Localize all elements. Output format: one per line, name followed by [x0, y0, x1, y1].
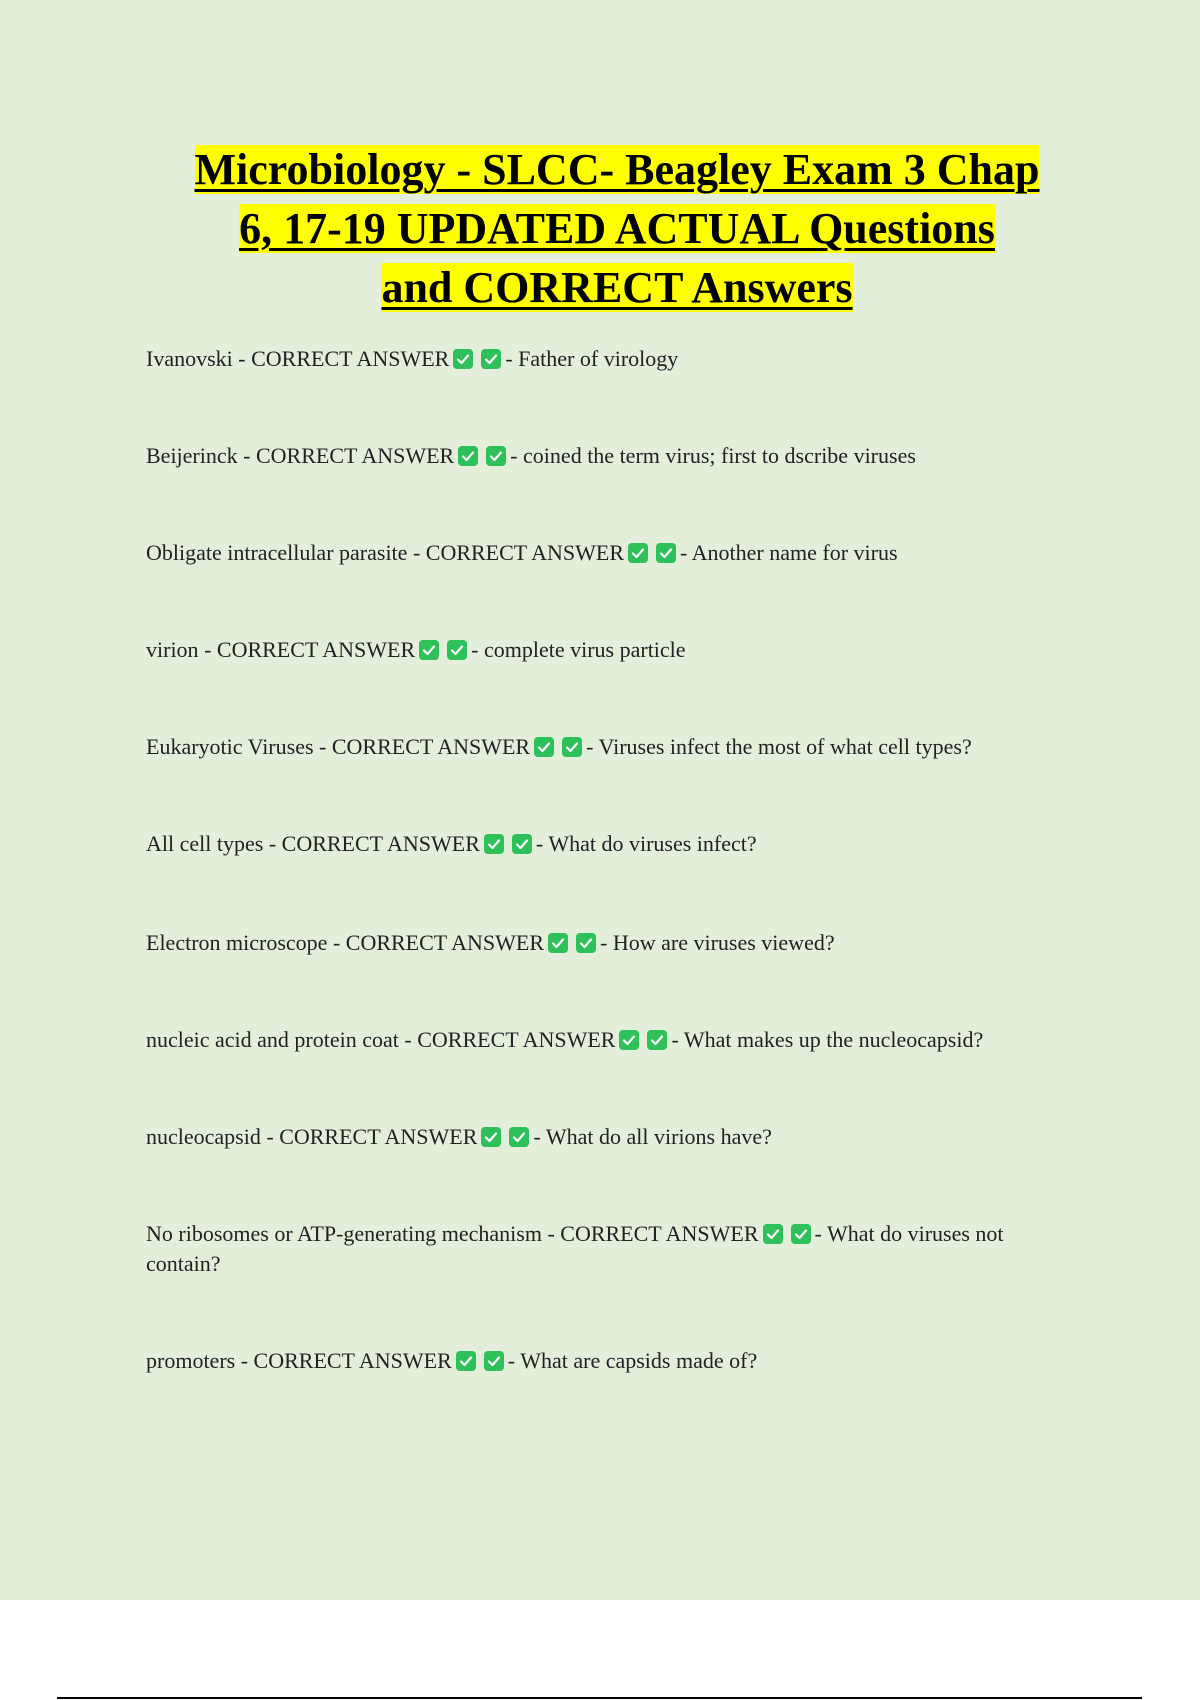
qa-definition: What do all virions have?	[545, 1124, 772, 1149]
title-line-3: and CORRECT Answers	[381, 263, 853, 312]
qa-marker-label: CORRECT ANSWER	[560, 1221, 759, 1246]
qa-term: nucleic acid and protein coat	[146, 1027, 399, 1052]
check-mark-icon	[456, 1351, 476, 1371]
qa-definition: Viruses infect the most of what cell types?	[598, 734, 972, 759]
qa-term: Ivanovski	[146, 346, 233, 371]
qa-marker-label: CORRECT ANSWER	[281, 831, 480, 856]
qa-marker-label: CORRECT ANSWER	[345, 930, 545, 955]
qa-term: No ribosomes or ATP-generating mechanism	[146, 1221, 542, 1246]
check-mark-icon	[628, 543, 648, 563]
check-mark-icon	[453, 349, 473, 369]
title-line-2: 6, 17-19 UPDATED ACTUAL Questions	[239, 204, 995, 253]
check-mark-icon	[419, 640, 439, 660]
qa-term: nucleocapsid	[146, 1124, 261, 1149]
qa-term: Eukaryotic Viruses	[146, 734, 314, 759]
check-mark-icon	[486, 446, 506, 466]
qa-definition: Father of virology	[518, 346, 679, 371]
qa-marker-label: CORRECT ANSWER	[331, 734, 531, 759]
title-line-1: Microbiology - SLCC- Beagley Exam 3 Chap	[194, 145, 1040, 194]
qa-marker-label: CORRECT ANSWER	[417, 1027, 616, 1052]
qa-item: Eukaryotic Viruses - CORRECT ANSWER - Viruses infect the most of what cell types?	[146, 734, 972, 759]
document-title	[145, 140, 1089, 317]
qa-marker-label: CORRECT ANSWER	[251, 346, 450, 371]
qa-term: Electron microscope	[146, 930, 328, 955]
qa-definition: How are viruses viewed?	[612, 930, 835, 955]
footer-divider	[57, 1697, 1142, 1699]
check-mark-icon	[447, 640, 467, 660]
qa-marker-label: CORRECT ANSWER	[255, 443, 455, 468]
check-mark-icon	[458, 446, 478, 466]
check-mark-icon	[562, 737, 582, 757]
check-mark-icon	[548, 933, 568, 953]
qa-definition: complete virus particle	[483, 637, 686, 662]
qa-item: nucleic acid and protein coat - CORRECT ANSWER - What makes up the nucleocapsid?	[146, 1027, 984, 1052]
check-mark-icon	[656, 543, 676, 563]
qa-item: Ivanovski - CORRECT ANSWER - Father of virology	[146, 346, 679, 371]
qa-definition: What are capsids made of?	[520, 1348, 758, 1373]
qa-item: nucleocapsid - CORRECT ANSWER - What do all virions have?	[146, 1124, 772, 1149]
qa-term: Obligate intracellular parasite	[146, 540, 408, 565]
qa-marker-label: CORRECT ANSWER	[253, 1348, 452, 1373]
check-mark-icon	[791, 1224, 811, 1244]
qa-item: virion - CORRECT ANSWER - complete virus particle	[146, 637, 686, 662]
check-mark-icon	[534, 737, 554, 757]
qa-item: Beijerinck - CORRECT ANSWER - coined the term virus; first to dscribe viruses	[146, 443, 916, 468]
qa-term: virion	[146, 637, 199, 662]
qa-item: All cell types - CORRECT ANSWER - What do viruses infect?	[146, 831, 757, 856]
qa-item: promoters - CORRECT ANSWER - What are capsids made of?	[146, 1348, 758, 1373]
qa-term: All cell types	[146, 831, 264, 856]
check-mark-icon	[763, 1224, 783, 1244]
qa-definition: What makes up the nucleocapsid?	[683, 1027, 984, 1052]
qa-marker-label: CORRECT ANSWER	[216, 637, 416, 662]
check-mark-icon	[484, 834, 504, 854]
qa-item: Electron microscope - CORRECT ANSWER - How are viruses viewed?	[146, 930, 835, 955]
check-mark-icon	[484, 1351, 504, 1371]
qa-item: Obligate intracellular parasite - CORRECT ANSWER - Another name for virus	[146, 540, 898, 565]
qa-definition: coined the term virus; first to dscribe viruses	[523, 443, 916, 468]
check-mark-icon	[481, 349, 501, 369]
check-mark-icon	[509, 1127, 529, 1147]
qa-marker-label: CORRECT ANSWER	[425, 540, 625, 565]
qa-definition: Another name for virus	[691, 540, 898, 565]
qa-marker-label: CORRECT ANSWER	[279, 1124, 478, 1149]
check-mark-icon	[647, 1030, 667, 1050]
qa-item: No ribosomes or ATP-generating mechanism - CORRECT ANSWER - What do viruses not contain?	[146, 1221, 1004, 1276]
check-mark-icon	[512, 834, 532, 854]
qa-term: promoters	[146, 1348, 236, 1373]
check-mark-icon	[576, 933, 596, 953]
qa-term: Beijerinck	[146, 443, 238, 468]
qa-definition: What do viruses infect?	[548, 831, 757, 856]
check-mark-icon	[481, 1127, 501, 1147]
qa-definition: What do viruses not contain?	[146, 1221, 1004, 1276]
check-mark-icon	[619, 1030, 639, 1050]
